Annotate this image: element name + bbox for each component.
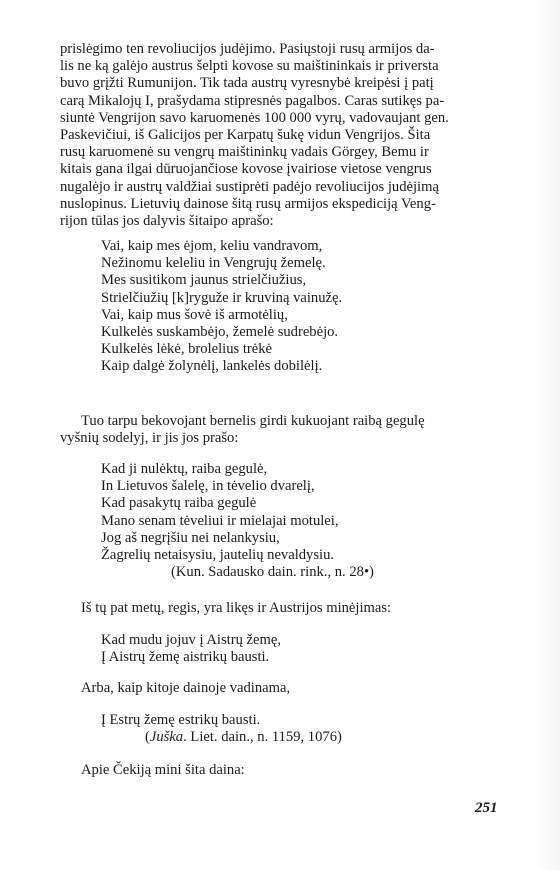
text-line: siuntė Vengrijon savo karuomenės 100 000 vyrų, vadovaujant gen.: [60, 109, 449, 126]
paragraph-body: [60, 680, 500, 697]
verse-line: Mano senam tėveliui ir mielajai motulei,: [101, 512, 339, 529]
verse-line: Kad mudu jojuv į Aistrų žemę,: [101, 632, 281, 648]
paragraph-body: [60, 600, 500, 617]
text-line: rusų karuomenė su vengrų maištininkų vadais Görgey, Bemu ir: [60, 144, 429, 161]
text-line: buvo grįžti Rumunijon. Tik tada austrų vyresnybė kreipėsi į patį: [60, 75, 434, 92]
verse-line: Kad pasakytų raiba gegulė: [101, 495, 257, 512]
verse-line: In Lietuvos šalelę, in tėvelio dvarelį,: [101, 478, 315, 495]
citation-open: (: [145, 729, 150, 746]
paragraph-body: [60, 413, 500, 447]
paragraph-body: [60, 41, 500, 230]
page-number: 251: [475, 800, 498, 816]
text-line: Arba, kaip kitoje dainoje vadinama,: [81, 680, 291, 696]
citation-author: Juška: [149, 729, 184, 746]
citation: [101, 729, 342, 746]
verse-line: Jog aš negrįšiu nei nelankysiu,: [101, 529, 280, 546]
verse-lines: [101, 238, 342, 376]
verse-line: Vai, kaip mes ėjom, keliu vandravom,: [101, 238, 323, 254]
verse-line: Į Estrų žemę estrikų bausti.: [101, 712, 261, 728]
verse-lines: [101, 461, 374, 581]
citation: (Kun. Sadausko dain. rink., n. 28•): [171, 564, 374, 581]
text-line: kitais gana ilgai dūruojančiose kovose įvairiose vietose vengrus: [60, 161, 432, 178]
paragraph-5: [60, 762, 500, 779]
text-line: Iš tų pat metų, regis, yra likęs ir Austrijos minėjimas:: [81, 600, 392, 616]
verse-line: Kaip dalgė žolynėlį, lankelės dobilėlį.: [101, 358, 323, 375]
paragraph-body: [60, 762, 500, 779]
verse-line: Kulkelės lėkė, brolelius trėkė: [101, 341, 273, 358]
paragraph-4: [60, 680, 500, 697]
verse-lines: [101, 712, 342, 746]
text-line: nuslopinus. Lietuvių dainose šitą rusų armijos ekspediciją Veng-: [60, 195, 436, 212]
verse-line: Žagrelių netaisysiu, jautelių nevaldysiu.: [101, 547, 335, 564]
verse-line: Kulkelės suskambėjo, žemelė sudrebėjo.: [101, 324, 339, 341]
paragraph-1: [60, 41, 500, 230]
text-line: Apie Čekiją mini šita daina:: [81, 762, 245, 778]
text-line: Paskevičiui, iš Galicijos per Karpatų šukę vidun Vengrijos. Šita: [60, 127, 431, 144]
text-line: prislėgimo ten revoliucijos judėjimo. Pasiųstoji rusų armijos da-: [60, 41, 435, 57]
citation-rest: . Liet. dain., n. 1159, 1076): [183, 729, 342, 746]
text-line: nugalėjo ir austrų valdžiai sustiprėti padėjo revoliucijos judėjimą: [60, 178, 439, 195]
text-line: Tuo tarpu bekovojant bernelis girdi kukuojant raibą gegulę: [81, 413, 425, 429]
verse-line: Nežinomu keleliu in Vengrujų žemelę.: [101, 255, 326, 272]
verse-lines: [101, 632, 281, 666]
verse-line: Į Aistrų žemę aistrikų bausti.: [101, 649, 270, 666]
verse-line: Kad ji nulėktų, raiba gegulė,: [101, 461, 268, 477]
paragraph-3: [60, 600, 500, 617]
verse-line: Mes susitikom jaunus strielčiužius,: [101, 272, 307, 289]
page-edge-shadow: [536, 0, 560, 870]
text-line: lis ne ką galėjo austrus šelpti kovose su maištininkais ir priversta: [60, 58, 439, 75]
text-line: vyšnių sodelyj, ir jis jos prašo:: [60, 430, 239, 447]
text-line: rijon tūlas jos dalyvis šitaipo aprašo:: [60, 213, 274, 230]
text-line: carą Mikalojų I, prašydama stipresnės pagalbos. Caras sutikęs pa-: [60, 92, 445, 109]
verse-line: Vai, kaip mus šovė iš armotėlių,: [101, 306, 288, 323]
verse-line: Strielčiužių [k]ryguže ir kruviną vainužę.: [101, 289, 343, 306]
paragraph-2: [60, 413, 500, 447]
